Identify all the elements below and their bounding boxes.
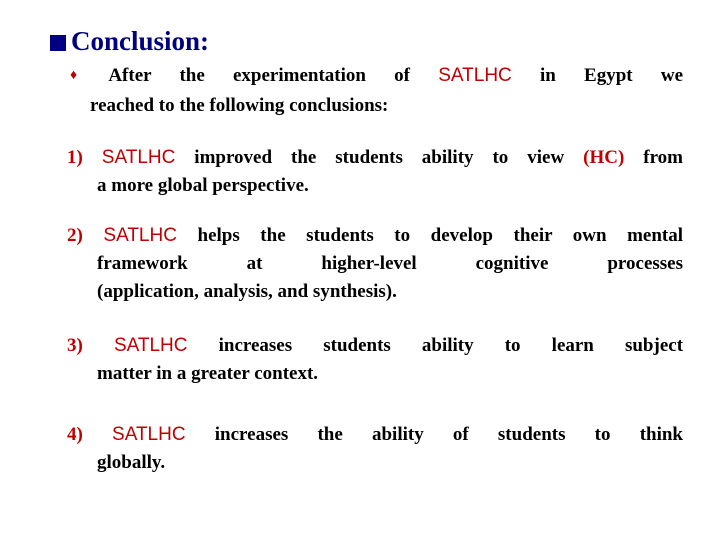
- item-2-line-3: (application, analysis, and synthesis).: [97, 281, 397, 302]
- item-number: 2): [67, 225, 83, 246]
- item-4-line-1: 4) SATLHC increases the ability of students to think: [67, 424, 683, 445]
- title-text: Conclusion:: [71, 26, 210, 56]
- item-2-line-2: framework at higher-level cognitive processes: [97, 253, 683, 274]
- hc-term: (HC): [583, 147, 625, 168]
- item-1-line-1: 1) SATLHC improved the students ability to view (HC) from: [67, 147, 684, 168]
- item-number: 4): [67, 424, 83, 445]
- satlhc-term: SATLHC: [438, 65, 512, 86]
- item-number: 3): [67, 335, 83, 356]
- item-3-line-2: matter in a greater context.: [97, 363, 319, 384]
- diamond-bullet-icon: ♦: [70, 68, 78, 83]
- conclusion-item-4: [67, 421, 683, 477]
- item-2-line-1: 2) SATLHC helps the students to develop their own mental: [67, 225, 684, 246]
- satlhc-term: SATLHC: [113, 335, 188, 356]
- conclusion-item-2: [67, 222, 683, 306]
- intro-line-2: reached to the following conclusions:: [90, 95, 389, 116]
- satlhc-term: SATLHC: [103, 225, 177, 246]
- slide-title: [50, 26, 209, 57]
- item-3-line-1: 3) SATLHC increases students ability to learn subject: [67, 335, 684, 356]
- satlhc-term: SATLHC: [101, 147, 176, 168]
- conclusion-item-1: [67, 144, 683, 200]
- item-4-line-2: globally.: [97, 452, 166, 473]
- conclusion-item-3: [67, 332, 683, 388]
- intro-line-1: ♦ After the experimentation of SATLHC in Egypt we: [70, 62, 683, 92]
- intro-paragraph: [70, 62, 683, 120]
- item-number: 1): [67, 147, 83, 168]
- satlhc-term: SATLHC: [112, 424, 186, 445]
- square-bullet-icon: [50, 35, 66, 51]
- item-1-line-2: a more global perspective.: [97, 175, 309, 196]
